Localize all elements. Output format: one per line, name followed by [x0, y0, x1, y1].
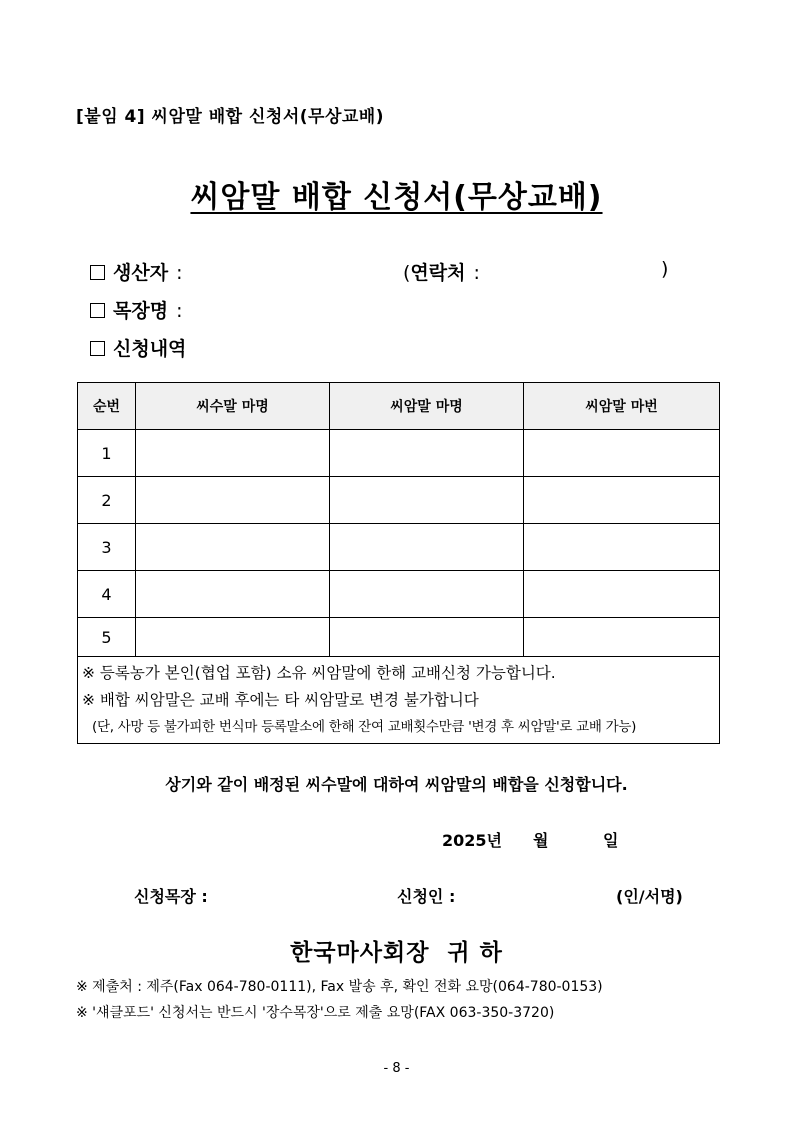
- mare-number-cell[interactable]: [524, 524, 720, 571]
- mare-number-cell[interactable]: [524, 430, 720, 477]
- stallion-cell[interactable]: [136, 571, 330, 618]
- table-row: [78, 477, 720, 524]
- row-number: 4: [78, 571, 136, 618]
- seal-label: (인/서명): [616, 887, 683, 906]
- header-mare-number: 씨암말 마번: [524, 383, 720, 430]
- producer-label: 생산자: [113, 262, 169, 284]
- stallion-cell[interactable]: [136, 618, 330, 657]
- table-row: [78, 571, 720, 618]
- mare-number-cell[interactable]: [524, 477, 720, 524]
- mare-number-cell[interactable]: [524, 571, 720, 618]
- details-field: [90, 334, 186, 361]
- table-row: [78, 618, 720, 657]
- notes-cell: [78, 657, 720, 744]
- application-statement: 상기와 같이 배정된 씨수말에 대하여 씨암말의 배합을 신청합니다.: [165, 775, 628, 794]
- footnote: ※ '섀클포드' 신청서는 반드시 '장수목장'으로 제출 요망(FAX 063-350-3720): [76, 1005, 555, 1021]
- attachment-label: [붙임 4] 씨암말 배합 신청서(무상교배): [76, 107, 384, 127]
- row-number: 5: [78, 618, 136, 657]
- row-number: 2: [78, 477, 136, 524]
- date-day: 일: [603, 831, 619, 850]
- mare-number-cell[interactable]: [524, 618, 720, 657]
- table-row: [78, 524, 720, 571]
- stallion-cell[interactable]: [136, 430, 330, 477]
- table-header-row: [78, 383, 720, 430]
- header-mare-name: 씨암말 마명: [330, 383, 524, 430]
- note-line: ※ 등록농가 본인(협업 포함) 소유 씨암말에 한해 교배신청 가능합니다.: [82, 664, 556, 682]
- stallion-cell[interactable]: [136, 524, 330, 571]
- applicant-ranch-label: 신청목장 :: [134, 887, 208, 906]
- form-title-text: 씨암말 배합 신청서(무상교배): [190, 180, 603, 215]
- checkbox-icon: [90, 303, 105, 318]
- contact-colon: :: [473, 262, 480, 284]
- header-no: 순번: [78, 383, 136, 430]
- stallion-cell[interactable]: [136, 477, 330, 524]
- footnote: ※ 제출처 : 제주(Fax 064-780-0111), Fax 발송 후, 확인 전화 요망(064-780-0153): [76, 979, 603, 995]
- header-stallion: 씨수말 마명: [136, 383, 330, 430]
- form-title: [0, 172, 793, 216]
- contact-label: 연락처: [410, 262, 466, 284]
- producer-colon: :: [176, 262, 183, 284]
- mare-name-cell[interactable]: [330, 571, 524, 618]
- applicant-label: 신청인 :: [397, 887, 456, 906]
- producer-field: [90, 258, 182, 285]
- mare-name-cell[interactable]: [330, 524, 524, 571]
- checkbox-icon: [90, 265, 105, 280]
- checkbox-icon: [90, 341, 105, 356]
- notes-row: [78, 657, 720, 744]
- contact-field: [403, 258, 480, 285]
- ranch-colon: :: [176, 300, 183, 322]
- contact-close-paren: [661, 258, 668, 280]
- contact-open-paren: (: [403, 262, 411, 284]
- contact-close-paren-text: ): [661, 258, 669, 280]
- application-table: [77, 382, 720, 744]
- note-line-detail: (단, 사망 등 불가피한 번식마 등록말소에 한해 잔여 교배횟수만큼 '변경 후 씨암말'로 교배 가능): [92, 719, 637, 735]
- table-row: [78, 430, 720, 477]
- mare-name-cell[interactable]: [330, 477, 524, 524]
- details-label: 신청내역: [113, 338, 187, 360]
- page-number: - 8 -: [383, 1061, 410, 1076]
- date-year: 2025년: [442, 831, 502, 850]
- mare-name-cell[interactable]: [330, 430, 524, 477]
- ranch-field: [90, 296, 182, 323]
- row-number: 1: [78, 430, 136, 477]
- ranch-label: 목장명: [113, 300, 169, 322]
- mare-name-cell[interactable]: [330, 618, 524, 657]
- addressee: 한국마사회장 귀 하: [290, 940, 503, 966]
- date-month: 월: [533, 831, 549, 850]
- note-line: ※ 배합 씨암말은 교배 후에는 타 씨암말로 변경 불가합니다: [82, 691, 479, 709]
- row-number: 3: [78, 524, 136, 571]
